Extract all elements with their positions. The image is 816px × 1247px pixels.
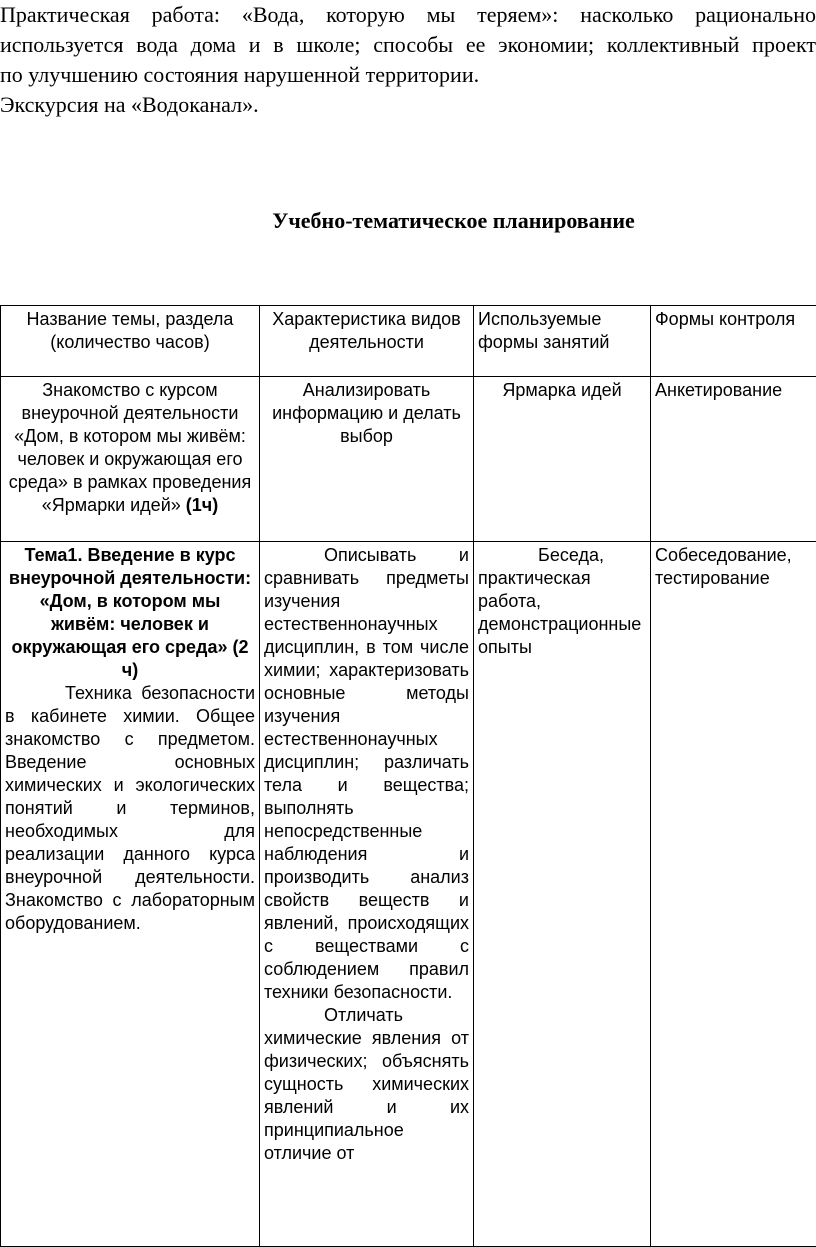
row1-control: Анкетирование	[651, 377, 816, 542]
row2-forms-text: Беседа, практическая работа, демонстрационные опыты	[478, 544, 646, 659]
intro-text	[0, 0, 816, 120]
row2-topic-cell	[1, 542, 260, 1247]
row1-forms: Ярмарка идей	[474, 377, 651, 542]
row2-activity-p2: Отличать химические явления от физических; объяснять сущность химических явлений и их принципиальное отличие от	[264, 1004, 469, 1165]
row1-activity: Анализировать информацию и делать выбор	[260, 377, 474, 542]
row2-activity-p1: Описывать и сравнивать предметы изучения естественнонаучных дисциплин, в том числе химии; характеризовать основные методы изучения естественнонаучных дисциплин; различать тела и вещества; выполнять непосредственные наблюдения и производить анализ свойств веществ и явлений, происходящих с веществами с соблюдением правил техники безопасности.	[264, 544, 469, 1004]
row1-topic: Знакомство с курсом внеурочной деятельности «Дом, в котором мы живём: человек и окружающая его среда» в рамках проведения «Ярмарки идей»	[9, 380, 251, 515]
intro-line-3: по улучшению состояния нарушенной территории.	[0, 60, 816, 90]
header-topic: Название темы, раздела (количество часов)	[1, 306, 260, 377]
intro-line-2: используется вода дома и в школе; способы ее экономии; коллективный проект	[0, 30, 816, 60]
row2-forms	[474, 542, 651, 1247]
header-control: Формы контроля	[651, 306, 816, 377]
header-forms: Используемые формы занятий	[474, 306, 651, 377]
row2-topic-text: Техника безопасности в кабинете химии. Общее знакомство с предметом. Введение основных химических и экологических понятий и терминов, необходимых для реализации данного курса внеурочной деятельности. Знакомство с лабораторным оборудованием.	[5, 682, 255, 935]
row1-topic-cell	[1, 377, 260, 542]
planning-table	[0, 305, 816, 1247]
intro-line-1: Практическая работа: «Вода, которую мы теряем»: насколько рационально	[0, 0, 816, 30]
row2-control: Собеседование, тестирование	[651, 542, 816, 1247]
row2-topic-title: Тема1. Введение в курс внеурочной деятельности: «Дом, в котором мы живём: человек и окружающая его среда» (2 ч)	[5, 544, 255, 682]
excursion-line: Экскурсия на «Водоканал».	[0, 90, 816, 120]
table-row	[1, 377, 816, 542]
table-row	[1, 542, 816, 1247]
table-header-row	[1, 306, 816, 377]
row1-hours: (1ч)	[181, 495, 218, 515]
header-activity: Характеристика видов деятельности	[260, 306, 474, 377]
row2-activity-cell	[260, 542, 474, 1247]
section-title: Учебно-тематическое планирование	[0, 208, 816, 234]
